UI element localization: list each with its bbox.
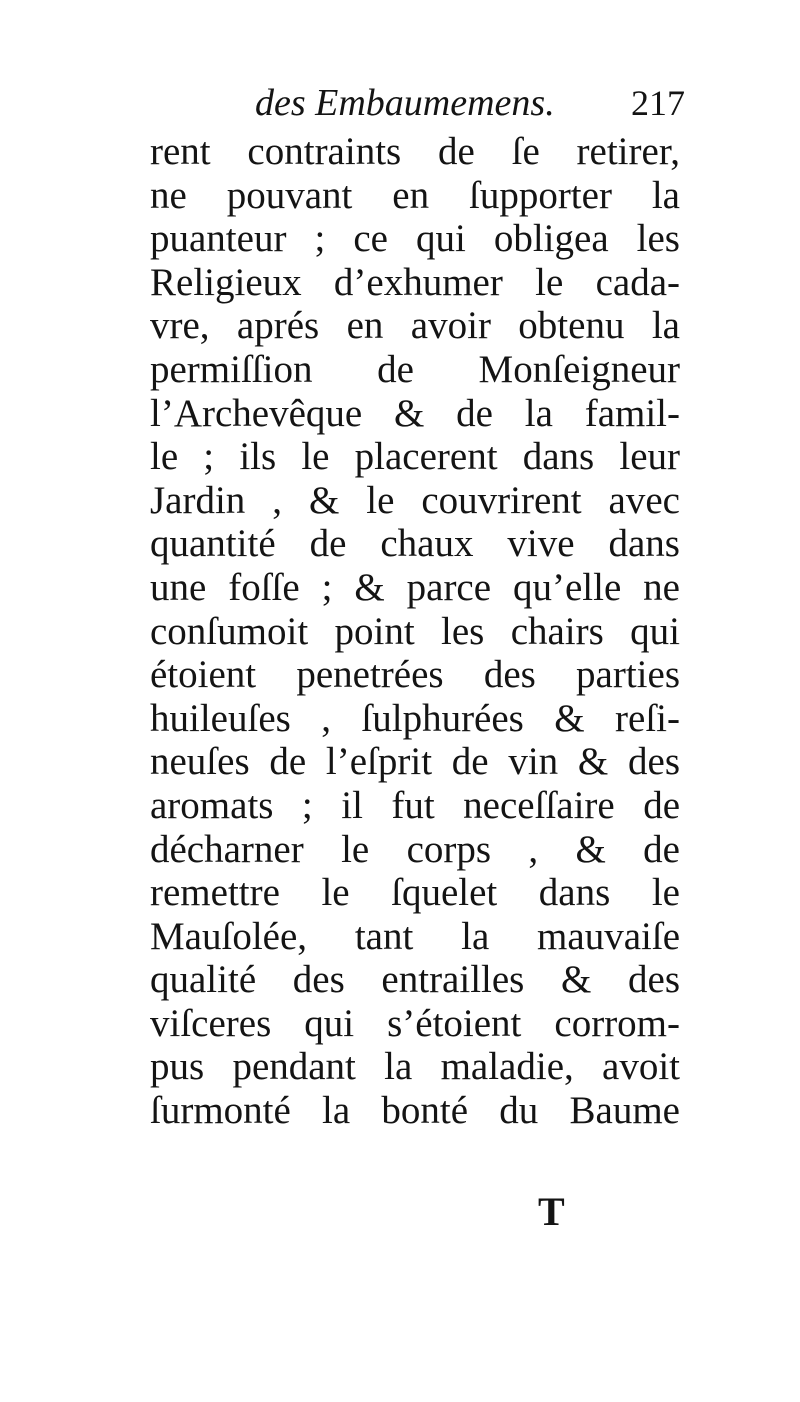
- text-line: ſurmonté la bonté du Baume: [150, 1089, 680, 1133]
- text-line: pus pendant la maladie, avoit: [150, 1045, 680, 1089]
- text-line: Mauſolée, tant la mauvaiſe: [150, 914, 680, 958]
- running-title: des Embaumemens.: [255, 82, 555, 124]
- text-line: permiſſion de Monſeigneur: [150, 347, 680, 391]
- page-number: 217: [631, 83, 685, 123]
- running-head: [255, 78, 685, 128]
- text-line: une foſſe ; & parce qu’elle ne: [150, 565, 680, 609]
- text-line: ne pouvant en ſupporter la: [150, 173, 680, 217]
- text-line: Jardin , & le couvrirent avec: [150, 478, 680, 522]
- text-line: remettre le ſquelet dans le: [150, 871, 680, 915]
- text-line: viſceres qui s’étoient corrom-: [150, 1001, 680, 1045]
- text-line: neuſes de l’eſprit de vin & des: [150, 740, 680, 784]
- text-line: qualité des entrailles & des: [150, 958, 680, 1002]
- text-line: vre, aprés en avoir obtenu la: [150, 304, 680, 348]
- text-line: aromats ; il fut neceſſaire de: [150, 783, 680, 827]
- text-line: étoient penetrées des parties: [150, 653, 680, 697]
- text-line: quantité de chaux vive dans: [150, 522, 680, 566]
- signature-mark: T: [538, 1189, 565, 1234]
- text-line: huileuſes , ſulphurées & reſi-: [150, 696, 680, 740]
- text-line: rent contraints de ſe retirer,: [150, 130, 680, 173]
- body-text: [150, 130, 680, 1133]
- text-line: décharner le corps , & de: [150, 827, 680, 871]
- text-line: puanteur ; ce qui obligea les: [150, 217, 680, 261]
- text-line: l’Archevêque & de la famil-: [150, 391, 680, 435]
- text-line: Religieux d’exhumer le cada-: [150, 260, 680, 304]
- text-line: conſumoit point les chairs qui: [150, 609, 680, 653]
- text-line: le ; ils le placerent dans leur: [150, 435, 680, 479]
